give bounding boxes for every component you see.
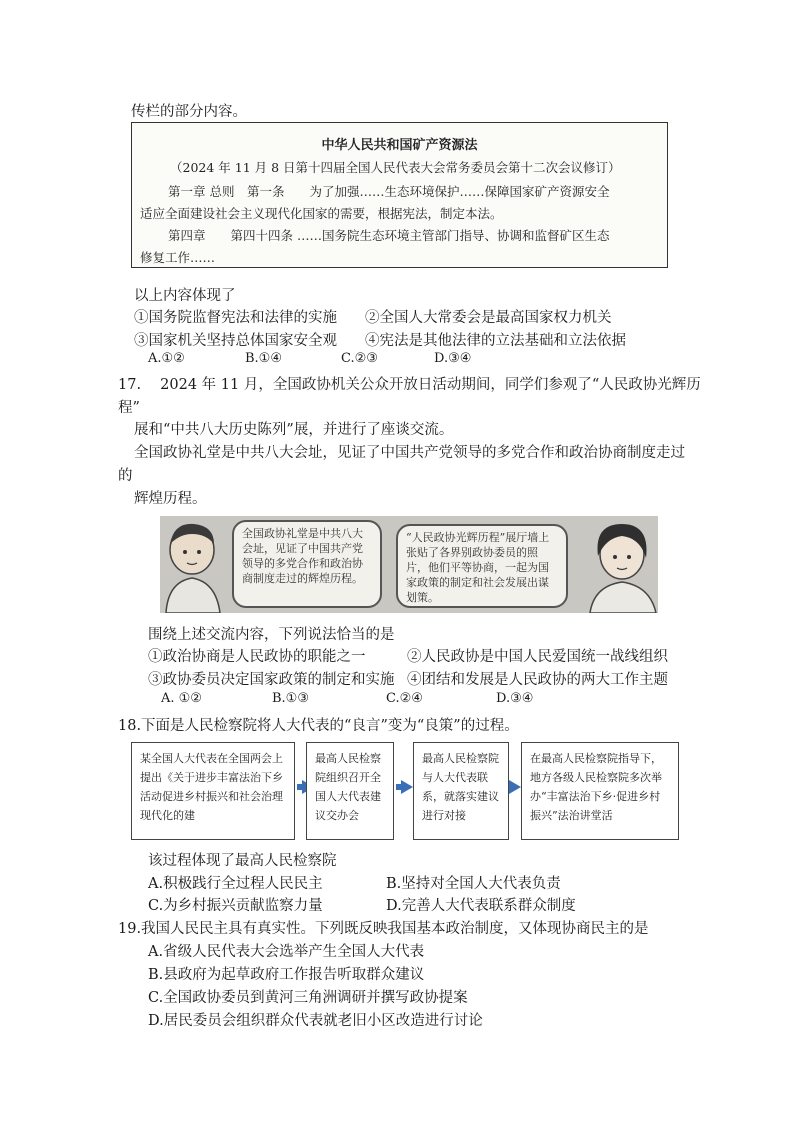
flow-step-2: 最高人民检察院组织召开全国人大代表建议交办会: [306, 742, 394, 840]
q16-option-2: ②全国人大常委会是最高国家权力机关: [365, 310, 612, 326]
q17-line-5: 的: [118, 468, 133, 484]
flow-arrow-3-icon: [509, 780, 521, 794]
q19-choice-d: D.居民委员会组织群众代表就老旧小区改造进行讨论: [148, 1013, 483, 1029]
q18-choice-a: A.积极践行全过程人民民主: [148, 876, 323, 892]
speech-bubble-left: 全国政协礼堂是中共八大会址，见证了中国共产党领导的多党合作和政治协商制度走过的辉煌历程。: [232, 520, 382, 608]
q17-choice-d: D.③④: [496, 691, 534, 706]
law-line-1: 第一章 总则 第一条 为了加强……生态环境保护……保障国家矿产资源安全: [168, 184, 610, 199]
law-subtitle: （2024 年 11 月 8 日第十四届全国人民代表大会常务委员会第十二次会议修订）: [170, 160, 621, 175]
law-excerpt-box: [131, 122, 668, 268]
q19-choice-b: B.县政府为起草政府工作报告听取群众建议: [148, 967, 425, 983]
flow-step-3: 最高人民检察院与人大代表联系，就落实建议进行对接: [413, 742, 509, 840]
q19-choice-a: A.省级人民代表大会选举产生全国人大代表: [148, 944, 425, 960]
q17-stem: 围绕上述交流内容，下列说法恰当的是: [148, 627, 395, 643]
q17-line-2: 程”: [118, 400, 140, 416]
q18-choice-d: D.完善人大代表联系群众制度: [386, 898, 576, 914]
q18-sub-stem: 该过程体现了最高人民检察院: [148, 853, 337, 869]
q19-stem: 19.我国人民民主具有真实性。下列既反映我国基本政治制度，又体现协商民主的是: [118, 921, 649, 937]
girl-figure-icon: [578, 516, 658, 613]
q17-line-3: 展和“中共八大历史陈列”展，并进行了座谈交流。: [134, 422, 454, 438]
speech-bubble-right: “人民政协光辉历程”展厅墙上张贴了各界别政协委员的照片，他们平等协商，一起为国家政策的制定和社会发展出谋划策。: [396, 524, 568, 608]
q18-stem: 18.下面是人民检察院将人大代表的“良言”变为“良策”的过程。: [118, 718, 519, 734]
q17-line-1: 17. 2024 年 11 月，全国政协机关公众开放日活动期间，同学们参观了“人民政协光辉历: [118, 377, 701, 393]
q17-choice-c: C.②④: [386, 691, 423, 706]
flow-arrow-2-icon: [401, 780, 413, 794]
flow-step-1: 某全国人大代表在全国两会上提出《关于进步丰富法治下乡活动促进乡村振兴和社会治理现代化的建: [131, 742, 295, 840]
q17-option-4: ④团结和发展是人民政协的两大工作主题: [407, 672, 668, 688]
q16-option-3: ③国家机关坚持总体国家安全观: [134, 333, 337, 349]
q17-line-6: 辉煌历程。: [134, 491, 207, 507]
q16-choice-a: A.①②: [148, 351, 185, 366]
law-line-4: 修复工作……: [140, 250, 216, 265]
q17-choice-a: A. ①②: [161, 691, 202, 706]
comic-illustration: [160, 516, 658, 613]
law-title: 中华人民共和国矿产资源法: [321, 138, 478, 153]
q16-choice-b: B.①④: [245, 351, 282, 366]
law-line-3: 第四章 第四十四条 ……国务院生态环境主管部门指导、协调和监督矿区生态: [168, 228, 610, 243]
boy-figure-icon: [160, 516, 230, 613]
q17-line-4: 全国政协礼堂是中共八大会址，见证了中国共产党领导的多党合作和政治协商制度走过: [134, 445, 685, 461]
q16-stem: 以上内容体现了: [134, 288, 236, 304]
q19-choice-c: C.全国政协委员到黄河三角洲调研并撰写政协提案: [148, 990, 468, 1006]
q16-option-4: ④宪法是其他法律的立法基础和立法依据: [365, 333, 626, 349]
q18-choice-b: B.坚持对全国人大代表负责: [386, 876, 561, 892]
q16-choice-c: C.②③: [341, 351, 378, 366]
q18-choice-c: C.为乡村振兴贡献监察力量: [148, 898, 323, 914]
q17-option-3: ③政协委员决定国家政策的制定和实施: [148, 672, 395, 688]
q17-choice-b: B.①③: [272, 691, 309, 706]
q16-choice-d: D.③④: [434, 351, 472, 366]
q17-option-1: ①政治协商是人民政协的职能之一: [148, 649, 366, 665]
q17-option-2: ②人民政协是中国人民爱国统一战线组织: [407, 649, 668, 665]
q16-option-1: ①国务院监督宪法和法律的实施: [134, 310, 337, 326]
flow-step-4: 在最高人民检察院指导下，地方各级人民检察院多次举办“丰富法治下乡·促进乡村振兴”法治讲堂活: [521, 742, 679, 840]
intro-text: 传栏的部分内容。: [131, 104, 247, 120]
law-line-2: 适应全面建设社会主义现代化国家的需要，根据宪法，制定本法。: [140, 206, 503, 221]
